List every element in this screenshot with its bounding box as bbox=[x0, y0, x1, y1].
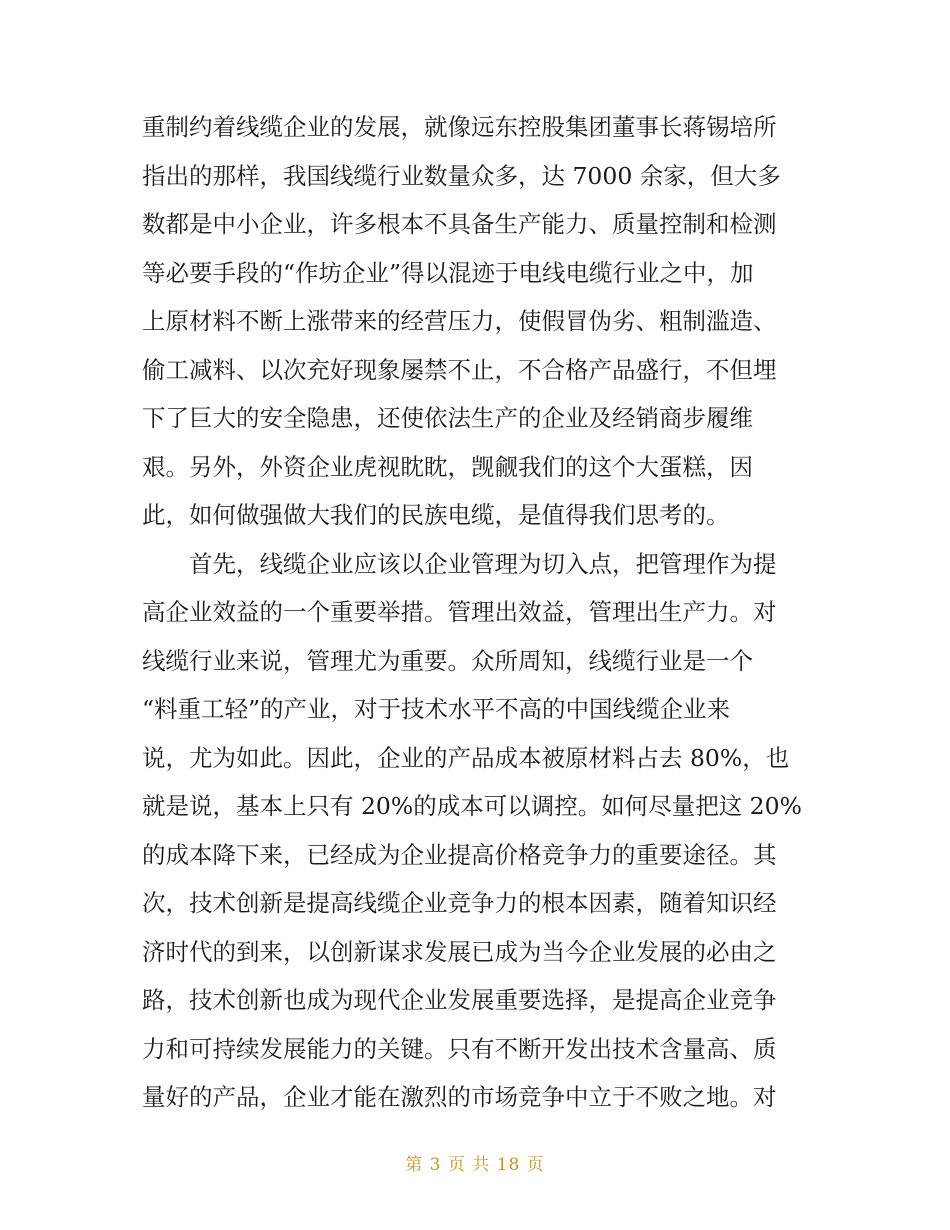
text-line: 数都是中小企业，许多根本不具备生产能力、质量控制和检测 bbox=[142, 210, 777, 238]
page-number-footer: 第 3 页 共 18 页 bbox=[405, 1155, 545, 1175]
text-line: 次，技术创新是提高线缆企业竞争力的根本因素，随着知识经 bbox=[142, 889, 777, 917]
text-line: 力和可持续发展能力的关键。只有不断开发出技术含量高、质 bbox=[142, 1034, 777, 1063]
text-line: 上原材料不断上涨带来的经营压力，使假冒伪劣、粗制滥造、 bbox=[142, 307, 777, 335]
text-line: “料重工轻”的产业，对于技术水平不高的中国线缆企业来 bbox=[142, 695, 731, 723]
text-line: 量好的产品，企业才能在激烈的市场竞争中立于不败之地。对 bbox=[142, 1083, 777, 1111]
text-line: 济时代的到来，以创新谋求发展已成为当今企业发展的必由之 bbox=[142, 937, 777, 966]
text-line: 说，尤为如此。因此，企业的产品成本被原材料占去 80%，也 bbox=[142, 743, 790, 772]
text-line: 路，技术创新也成为现代企业发展重要选择，是提高企业竞争 bbox=[142, 986, 777, 1014]
text-line: 线缆行业来说，管理尤为重要。众所周知，线缆行业是一个 bbox=[142, 646, 753, 675]
text-line: 指出的那样，我国线缆行业数量众多，达 7000 余家，但大多 bbox=[142, 161, 781, 190]
text-line: 下了巨大的安全隐患，还使依法生产的企业及经销商步履维 bbox=[142, 404, 753, 432]
text-line: 艰。另外，外资企业虎视眈眈，觊觎我们的这个大蛋糕，因 bbox=[142, 452, 753, 481]
text-line: 此，如何做强做大我们的民族电缆，是值得我们思考的。 bbox=[142, 501, 730, 529]
text-line: 的成本降下来，已经成为企业提高价格竞争力的重要途径。其 bbox=[142, 840, 777, 869]
text-line: 高企业效益的一个重要举措。管理出效益，管理出生产力。对 bbox=[142, 598, 777, 626]
body-text bbox=[142, 103, 822, 1122]
text-line: 等必要手段的“作坊企业”得以混迹于电线电缆行业之中，加 bbox=[142, 258, 754, 287]
text-line: 重制约着线缆企业的发展，就像远东控股集团董事长蒋锡培所 bbox=[142, 113, 777, 141]
text-line: 偷工减料、以次充好现象屡禁不止，不合格产品盛行，不但埋 bbox=[142, 355, 777, 384]
text-line: 就是说，基本上只有 20%的成本可以调控。如何尽量把这 20% bbox=[142, 792, 802, 820]
text-line: 首先，线缆企业应该以企业管理为切入点，把管理作为提 bbox=[142, 549, 777, 578]
